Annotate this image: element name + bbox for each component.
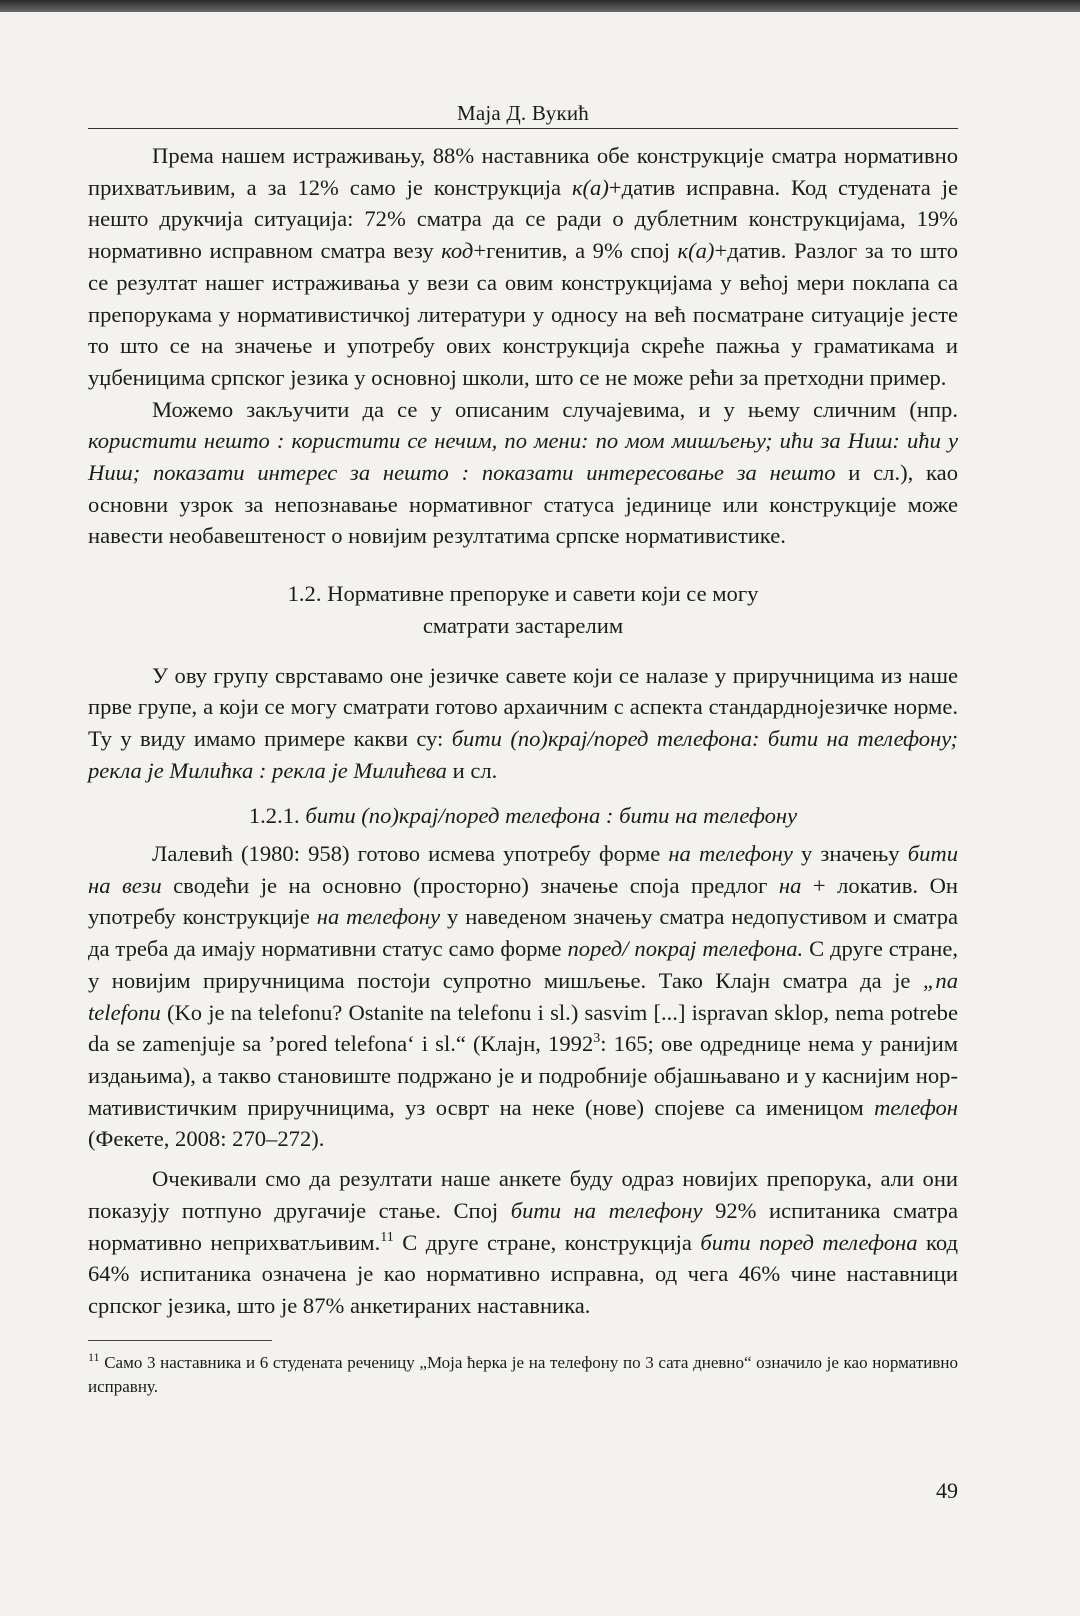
header-rule (88, 128, 958, 129)
subsection-heading: 1.2.1. бити (по)крај/поред телефона : бити на телефону (248, 803, 798, 829)
paragraph-5: Очекивали смо да резултати наше анкете буду одраз новијих препорука, али они показују потпуно другачије стање. Спој бити на телефону 92% испитаника сматра нормативно неприхватљивим.$^{11}$ С друге стране, конструкција бити поред телефона код 64% испитаника означена је као нормативно исправна, од чега 46% чине наставници српског језика, што је 87% анкетираних наставника. (88, 1166, 959, 1318)
section-heading: 1.2. Нормативне препоруке и савети који се могу сматрати застарелим (287, 581, 759, 638)
footnote: $^{11}$ Само 3 наставника и 6 студената реченицу „Моја ћерка је на телефону по 3 сата дневно“ означило је као нормативно исправну. (88, 1349, 958, 1396)
footnote-rule (88, 1340, 272, 1341)
paragraph-4: Лалевић (1980: 958) готово исмева употребу форме на телефону у значењу бити на вези сводећи је на основно (просторно) значење споја предлог на + локатив. Он употребу конструкције на телефону у наведеном значењу сматра недопустивом и сматра да треба да имају нормативни статус само форме поред/ покрај телефона. С друге стране, у новијим приручницима постоји супротно мишљење. Тако Клајн сматра да је „na telefonu (Ko je na telefonu? Ostanite na telefonu i sl.) sasvim [...] ispravan sklop, nema potrebe da se zamenjuje sa ’pored telefona‘ i sl.“ (Клајн, 1992$^3$: 165; ове одреднице нема у ранијим издањима), а такво становиште подржано је и подробније објашњавано и у каснијим нормативистичким приручницима, уз осврт на неке (нове) спојеве са именицом телефон (Фекете, 2008: 270–272). (88, 841, 959, 1152)
footnote-ref: 11 (380, 1229, 394, 1245)
paragraph-3: У ову групу сврставамо оне језичке савете који се налазе у приручницима из наше прве групе, а који се могу сматрати готово архаичним с аспекта стандарднојезичке норме. Ту у виду имамо примере какви су: бити (по)крај/поред телефона: бити на телефону; рекла је Милићка : рекла је Милићева и сл. (88, 662, 958, 783)
paragraph-2: Можемо закључити да се у описаним случајевима, и у њему сличним (нпр. користити нешто : користити се нечим, по мени: по мом мишљењу; ићи за Ниш: ићи у Ниш; показати интерес за нешто : показати интересовање за нешто и сл.), као основни узрок за непознавање нормативног статуса јединице или конструкције може навести необавештеност о новијим резултатима српске нормативистике. (88, 396, 958, 549)
paragraph-1: Према нашем истраживању, 88% наставника обе конструкције сматра нормативно прихватљивим, а за 12% само је конструкција к(а)+датив исправна. Код студената је нешто друкчија ситуација: 72% сматра да се ради о дублетним конструкцијама, 19% нормативно исправном сматра везу код+генитив, а 9% спој к(а)+датив. Разлог за то што се резултат нашег истраживања у вези са овим конструкцијама у већој мери поклапа са препорукама у нормативистичкој литератури у односу на већ посматране ситуације јесте то што се на значење и употребу ових конструкција скреће пажња у граматикама и уџбеницима српског језика у основној школи, што се не може рећи за претходни пример. (88, 143, 958, 390)
page-body (88, 140, 958, 1399)
running-header: Маја Д. Вукић (457, 101, 589, 125)
page-number: 49 (936, 1478, 958, 1503)
